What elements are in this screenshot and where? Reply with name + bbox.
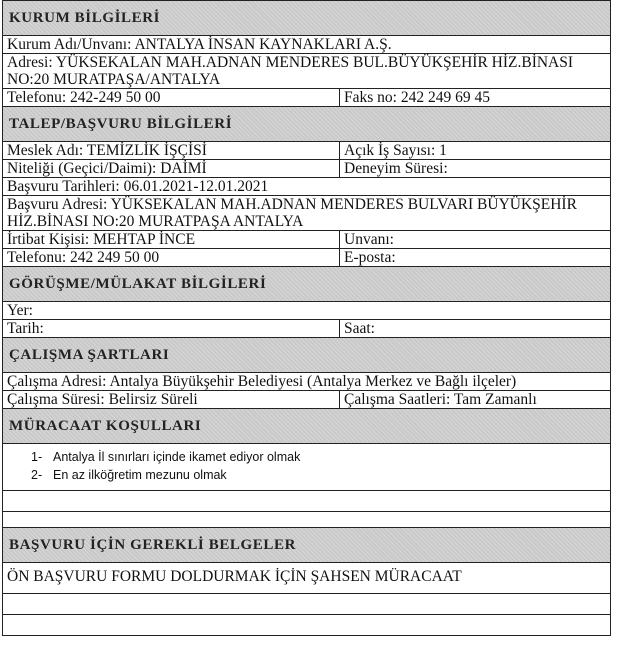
section-header-kurum: KURUM BİLGİLERİ: [3, 1, 610, 35]
calisma-adres: Çalışma Adresi: Antalya Büyükşehir Belediyesi (Antalya Merkez ve Bağlı ilçeler): [7, 373, 517, 390]
blank-cell: [3, 615, 610, 635]
talep-irtibat: İrtibat Kişisi: MEHTAP İNCE: [3, 231, 340, 248]
section-header-talep: TALEP/BAŞVURU BİLGİLERİ: [3, 107, 610, 141]
kurum-adi: Kurum Adı/Unvanı: ANTALYA İNSAN KAYNAKLARI A.Ş.: [7, 36, 392, 53]
section-kurum-header-row: [2, 0, 611, 36]
talep-telefon: Telefonu: 242 249 50 00: [3, 249, 340, 266]
talep-nitelik-row: [2, 160, 611, 178]
calisma-sure-row: [2, 391, 611, 409]
section-header-belgeler: BAŞVURU İÇİN GEREKLİ BELGELER: [3, 528, 610, 562]
belgeler-blank-row-1: [2, 594, 611, 615]
muracaat-blank-row: [2, 491, 611, 512]
belgeler-text: ÖN BAŞVURU FORMU DOLDURMAK İÇİN ŞAHSEN MÜRACAAT: [7, 568, 462, 585]
talep-deneyim: Deneyim Süresi:: [344, 160, 448, 177]
list-item-number: 2-: [31, 468, 43, 482]
talep-meslek: Meslek Adı: TEMİZLİK İŞÇİSİ: [3, 142, 340, 159]
talep-unvani: Unvanı:: [344, 231, 394, 248]
kurum-faks: Faks no: 242 249 69 45: [344, 89, 490, 106]
list-item-text: En az ilköğretim mezunu olmak: [53, 468, 227, 482]
job-posting-form: [2, 0, 611, 636]
talep-adres-row: [2, 196, 611, 231]
list-item-text: Antalya İl sınırları içinde ikamet ediyor olmak: [53, 450, 301, 464]
calisma-saatler: Çalışma Saatleri: Tam Zamanlı: [344, 391, 537, 408]
belgeler-text-row: [2, 563, 611, 594]
section-calisma-header-row: [2, 338, 611, 373]
section-gorusme-header-row: [2, 267, 611, 302]
section-header-gorusme: GÖRÜŞME/MÜLAKAT BİLGİLERİ: [3, 267, 610, 301]
list-item: [31, 448, 610, 466]
kurum-telefon-row: [2, 89, 611, 107]
belgeler-blank-row-2: [2, 615, 611, 636]
talep-acik-is: Açık İş Sayısı: 1: [344, 142, 447, 159]
list-item-number: 1-: [31, 450, 43, 464]
spacer-row: [2, 512, 611, 527]
section-belgeler-header-row: [2, 527, 611, 563]
gorusme-tarih: Tarih:: [3, 320, 340, 337]
blank-cell: [3, 491, 610, 511]
talep-eposta: E-posta:: [344, 249, 396, 266]
kurum-adres-row: [2, 54, 611, 89]
gorusme-tarih-row: [2, 320, 611, 338]
talep-telefon-row: [2, 249, 611, 267]
talep-meslek-row: [2, 142, 611, 160]
section-header-muracaat: MÜRACAAT KOŞULLARI: [3, 409, 610, 443]
section-header-calisma: ÇALIŞMA ŞARTLARI: [3, 338, 610, 372]
talep-tarihler: Başvuru Tarihleri: 06.01.2021-12.01.2021: [7, 178, 269, 195]
talep-tarihler-row: [2, 178, 611, 196]
gorusme-yer-row: [2, 302, 611, 320]
gorusme-yer: Yer:: [7, 302, 33, 319]
calisma-sure: Çalışma Süresi: Belirsiz Süreli: [3, 391, 340, 408]
kurum-telefon: Telefonu: 242-249 50 00: [3, 89, 340, 106]
blank-cell: [3, 594, 610, 614]
list-item: [31, 466, 610, 484]
section-muracaat-header-row: [2, 409, 611, 444]
calisma-adres-row: [2, 373, 611, 391]
section-talep-header-row: [2, 107, 611, 142]
talep-adres: Başvuru Adresi: YÜKSEKALAN MAH.ADNAN MENDERES BULVARI BÜYÜKŞEHİR HİZ.BİNASI NO:20 MURATPAŞA ANTALYA: [7, 196, 577, 230]
talep-irtibat-row: [2, 231, 611, 249]
spacer-cell: [3, 512, 610, 527]
muracaat-list: [3, 444, 610, 490]
kurum-adres: Adresi: YÜKSEKALAN MAH.ADNAN MENDERES BUL.BÜYÜKŞEHİR HİZ.BİNASI NO:20 MURATPAŞA/ANTALYA: [7, 54, 574, 88]
muracaat-list-row: [2, 444, 611, 491]
kurum-adi-row: [2, 36, 611, 54]
gorusme-saat: Saat:: [344, 320, 375, 337]
talep-niteligi: Niteliği (Geçici/Daimi): DAİMİ: [3, 160, 340, 177]
